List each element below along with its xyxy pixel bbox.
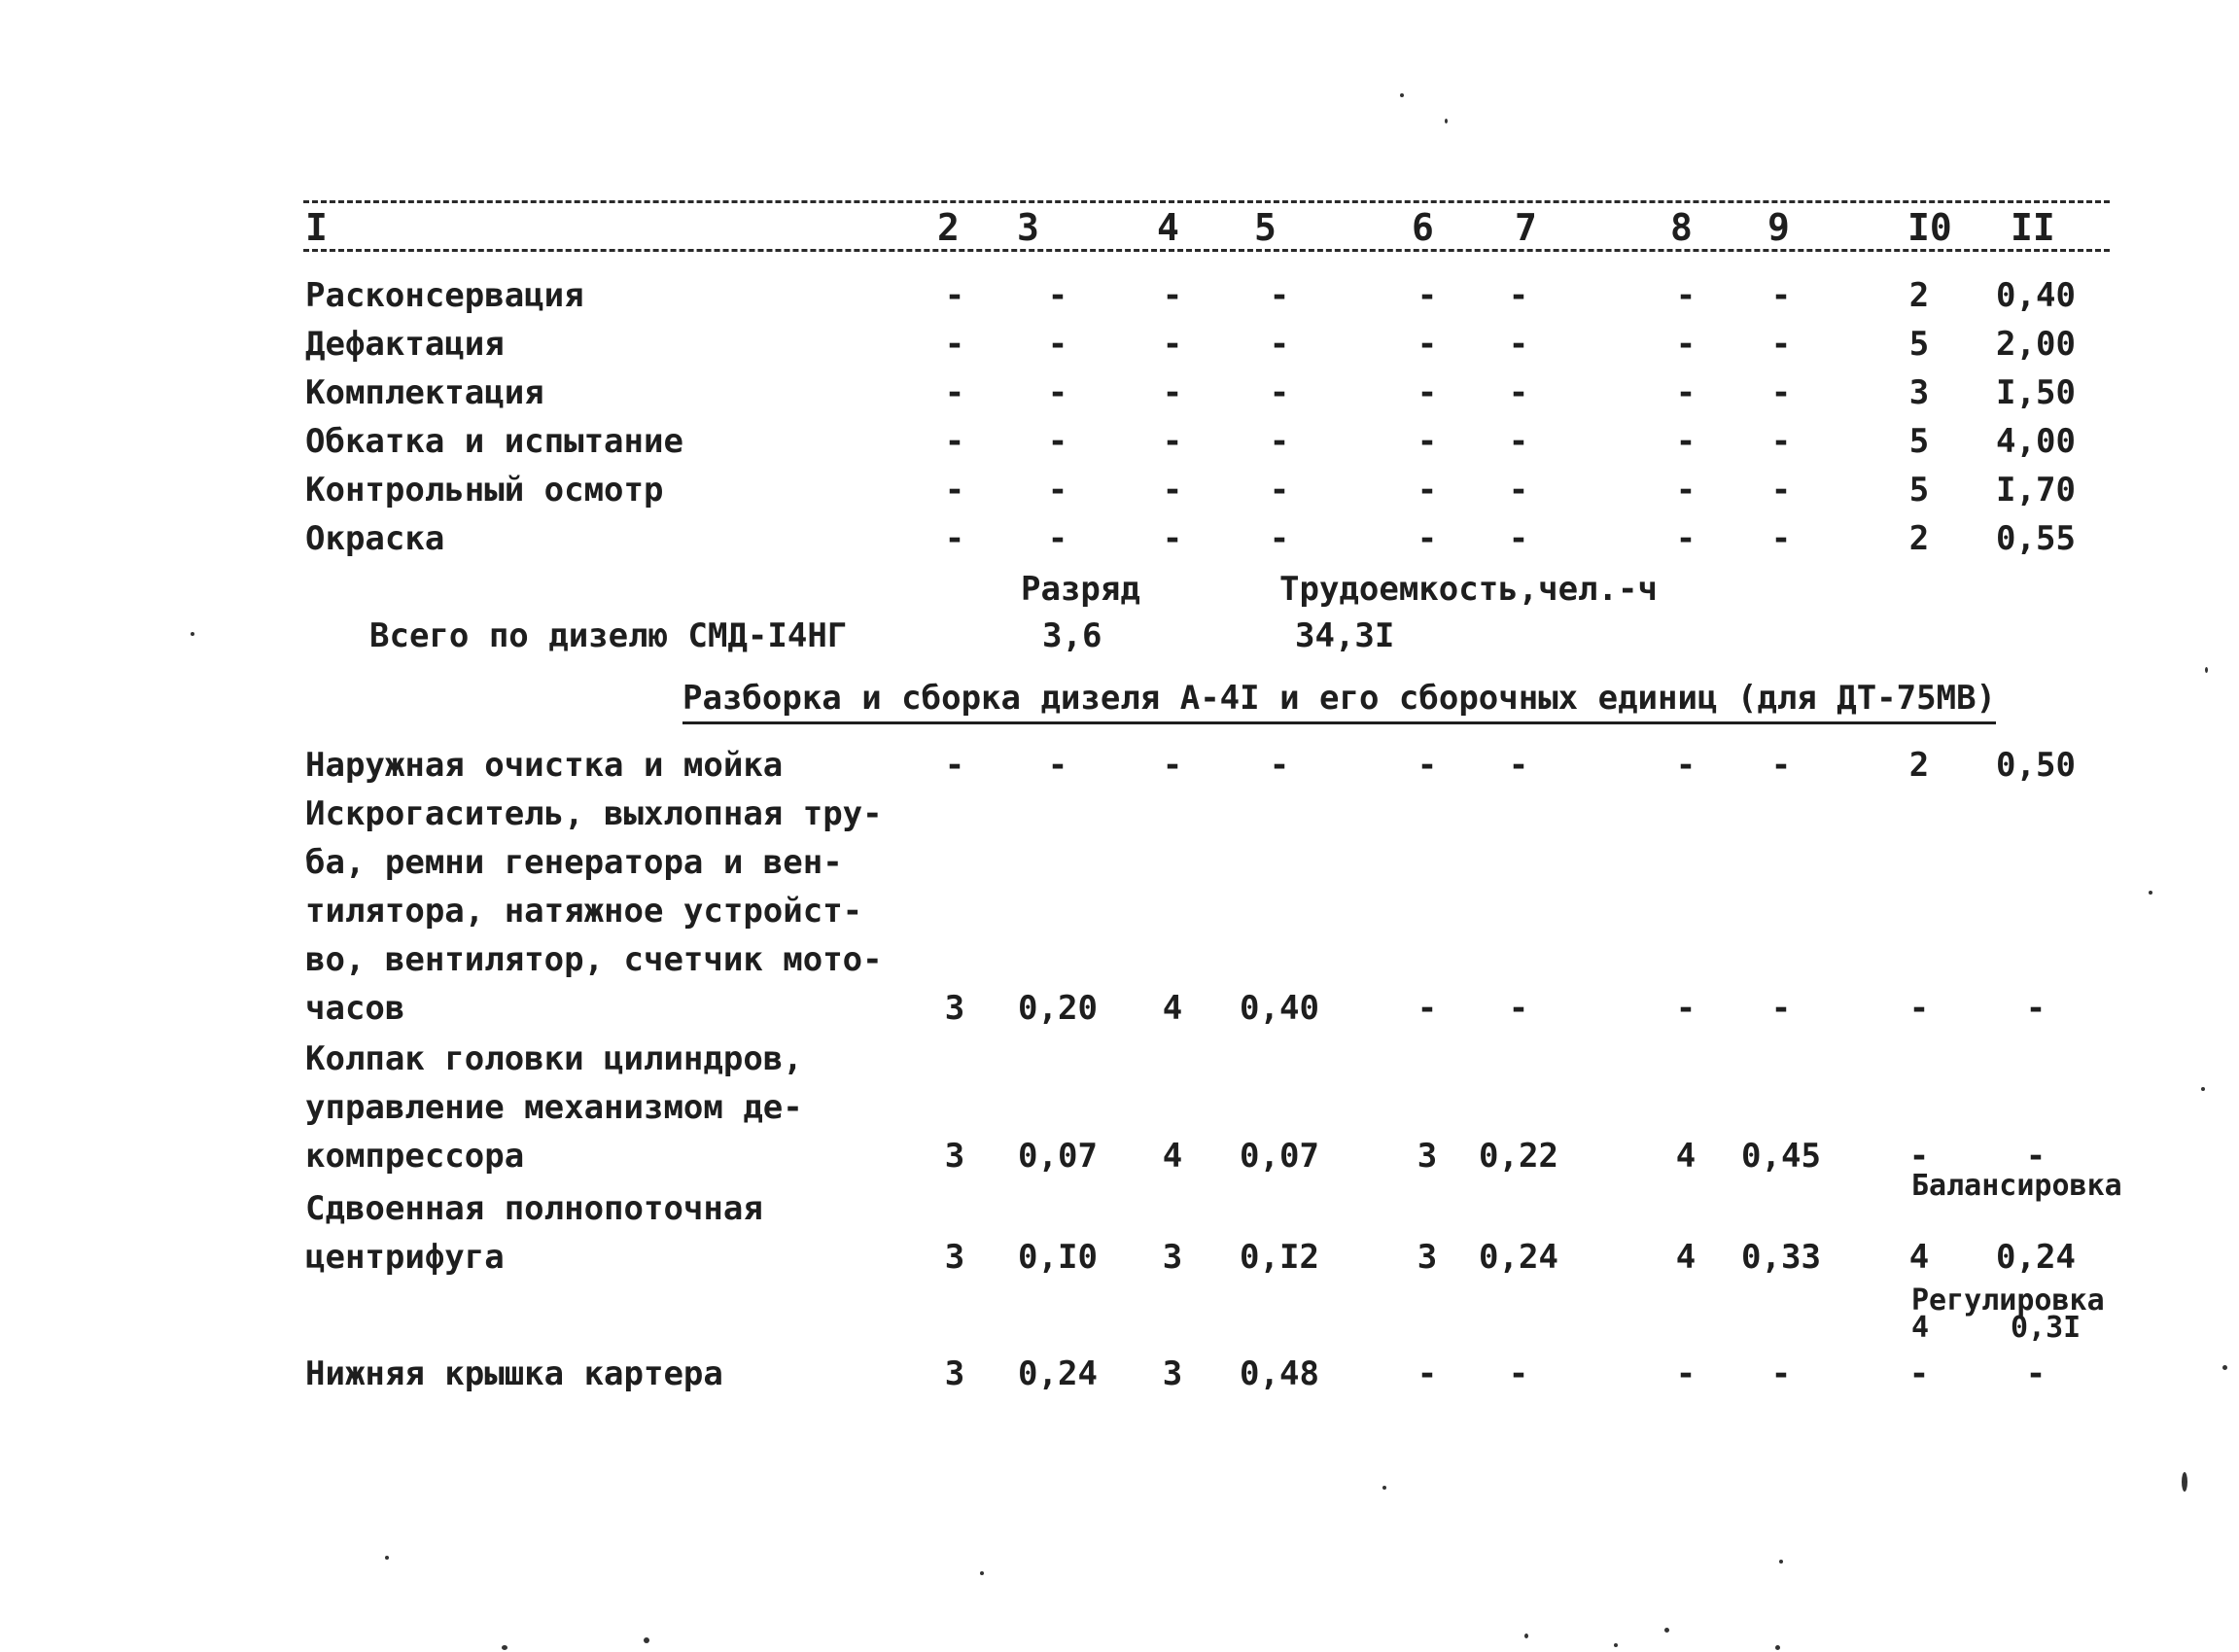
row-label-line: центрифуга	[305, 1238, 505, 1277]
table-cell: -	[1417, 373, 1438, 412]
row-label: Обкатка и испытание	[305, 422, 683, 461]
table-cell: -	[944, 519, 965, 558]
table-cell: -	[1417, 1354, 1438, 1393]
table-cell: -	[1269, 325, 1290, 364]
row-label-line: Сдвоенная полнопоточная	[305, 1189, 763, 1228]
table-cell: 0,40	[1240, 989, 1319, 1028]
col-header-7: 7	[1515, 206, 1537, 249]
row-label: Контрольный осмотр	[305, 471, 664, 510]
header-bottom-rule	[303, 249, 2110, 252]
table-cell: I,50	[1996, 373, 2076, 412]
col-header-10: I0	[1907, 206, 1952, 249]
table-cell: 3	[1908, 373, 1930, 412]
table-cell: -	[1770, 422, 1792, 461]
table-cell: -	[1269, 471, 1290, 510]
table-cell: -	[1417, 471, 1438, 510]
table-cell: -	[1047, 276, 1068, 315]
table-cell: 5	[1908, 422, 1930, 461]
table-cell: 0,50	[1996, 746, 2076, 785]
table-cell: 0,07	[1240, 1137, 1319, 1176]
table-cell: -	[1908, 1354, 1930, 1393]
table-cell: -	[1770, 325, 1792, 364]
col-header-4: 4	[1157, 206, 1179, 249]
table-cell: 0,45	[1741, 1137, 1821, 1176]
table-cell: 3	[944, 1354, 965, 1393]
adjustment-labor: 0,3I	[2011, 1311, 2082, 1345]
grade-header: Разряд	[1021, 570, 1140, 609]
col-header-11: II	[2011, 206, 2055, 249]
table-cell: 0,I2	[1240, 1238, 1319, 1277]
table-cell: -	[1508, 373, 1529, 412]
balancing-annotation: Балансировка	[1911, 1169, 2122, 1203]
table-cell: -	[2025, 989, 2047, 1028]
table-cell: 4	[1675, 1137, 1697, 1176]
row-label-line: компрессора	[305, 1137, 525, 1176]
table-cell: 3	[944, 1137, 965, 1176]
table-cell: -	[944, 373, 965, 412]
row-label: Окраска	[305, 519, 445, 558]
table-cell: 4	[1162, 1137, 1183, 1176]
table-cell: I,70	[1996, 471, 2076, 510]
row-label-line: часов	[305, 989, 405, 1028]
table-cell: -	[1269, 746, 1290, 785]
table-cell: -	[1770, 989, 1792, 1028]
total-labor-value: 34,3I	[1295, 616, 1395, 655]
table-cell: -	[1675, 471, 1697, 510]
row-label-line: тилятора, натяжное устройст-	[305, 892, 863, 931]
section-title: Разборка и сборка дизеля А-4I и его сборочных единиц (для ДТ-75МВ)	[682, 677, 1996, 724]
table-cell: 0,40	[1996, 276, 2076, 315]
adjustment-annotation: Регулировка	[1911, 1283, 2105, 1318]
table-cell: 3	[1417, 1238, 1438, 1277]
total-grade-value: 3,6	[1042, 616, 1102, 655]
table-cell: 4	[1675, 1238, 1697, 1277]
table-cell: -	[944, 422, 965, 461]
table-cell: -	[1770, 1354, 1792, 1393]
labor-header: Трудоемкость,чел.-ч	[1279, 570, 1658, 609]
table-cell: -	[1675, 373, 1697, 412]
table-cell: -	[1675, 519, 1697, 558]
table-cell: -	[1417, 422, 1438, 461]
table-cell: -	[944, 746, 965, 785]
table-cell: -	[1770, 519, 1792, 558]
table-cell: 4	[1908, 1238, 1930, 1277]
table-cell: -	[1162, 422, 1183, 461]
table-cell: -	[1770, 276, 1792, 315]
table-cell: -	[1675, 325, 1697, 364]
table-cell: -	[1508, 422, 1529, 461]
table-cell: 0,07	[1018, 1137, 1098, 1176]
col-header-9: 9	[1767, 206, 1790, 249]
table-cell: 3	[1162, 1354, 1183, 1393]
table-cell: -	[1908, 1137, 1930, 1176]
table-cell: 5	[1908, 471, 1930, 510]
row-label: Дефактация	[305, 325, 505, 364]
row-label-line: Колпак головки цилиндров,	[305, 1039, 803, 1078]
row-label-line: управление механизмом де-	[305, 1088, 803, 1127]
table-cell: -	[944, 325, 965, 364]
table-cell: -	[1675, 1354, 1697, 1393]
table-cell: -	[1047, 422, 1068, 461]
table-cell: 2	[1908, 276, 1930, 315]
adjustment-grade: 4	[1911, 1311, 1930, 1345]
table-cell: -	[1508, 276, 1529, 315]
col-header-6: 6	[1412, 206, 1434, 249]
total-label: Всего по дизелю СМД-I4НГ	[369, 616, 848, 655]
table-cell: -	[1417, 325, 1438, 364]
header-top-rule	[303, 200, 2110, 203]
table-cell: -	[1508, 989, 1529, 1028]
table-cell: -	[1162, 746, 1183, 785]
table-cell: 3	[1417, 1137, 1438, 1176]
table-cell: 4,00	[1996, 422, 2076, 461]
table-cell: -	[1417, 746, 1438, 785]
table-cell: -	[1675, 746, 1697, 785]
table-cell: -	[1417, 276, 1438, 315]
table-cell: 3	[1162, 1238, 1183, 1277]
table-cell: 0,24	[1996, 1238, 2076, 1277]
table-cell: -	[1162, 373, 1183, 412]
table-cell: -	[1675, 422, 1697, 461]
table-cell: -	[2025, 1354, 2047, 1393]
table-cell: -	[944, 276, 965, 315]
table-cell: 3	[944, 1238, 965, 1277]
col-header-3: 3	[1017, 206, 1039, 249]
table-cell: 0,24	[1479, 1238, 1558, 1277]
table-cell: -	[1047, 325, 1068, 364]
table-cell: -	[1269, 519, 1290, 558]
row-label-line: во, вентилятор, счетчик мото-	[305, 940, 883, 979]
table-cell: -	[1417, 989, 1438, 1028]
row-label-line: Нижняя крышка картера	[305, 1354, 723, 1393]
table-cell: 4	[1162, 989, 1183, 1028]
table-cell: -	[1162, 519, 1183, 558]
row-label-line: Наружная очистка и мойка	[305, 746, 784, 785]
table-cell: -	[944, 471, 965, 510]
table-cell: -	[1508, 471, 1529, 510]
table-cell: -	[1770, 746, 1792, 785]
table-cell: 5	[1908, 325, 1930, 364]
col-header-8: 8	[1670, 206, 1693, 249]
table-cell: 3	[944, 989, 965, 1028]
table-cell: -	[1675, 989, 1697, 1028]
row-label-line: Искрогаситель, выхлопная тру-	[305, 794, 883, 833]
table-cell: -	[1047, 746, 1068, 785]
table-cell: 0,55	[1996, 519, 2076, 558]
table-cell: 2,00	[1996, 325, 2076, 364]
table-cell: 0,I0	[1018, 1238, 1098, 1277]
table-cell: -	[1047, 373, 1068, 412]
table-cell: 0,48	[1240, 1354, 1319, 1393]
row-label-line: ба, ремни генератора и вен-	[305, 843, 843, 882]
table-cell: 0,20	[1018, 989, 1098, 1028]
table-cell: -	[1269, 276, 1290, 315]
table-cell: -	[1508, 325, 1529, 364]
table-cell: -	[1162, 471, 1183, 510]
table-cell: -	[1269, 422, 1290, 461]
row-label: Комплектация	[305, 373, 544, 412]
table-cell: -	[1162, 276, 1183, 315]
table-cell: -	[1508, 1354, 1529, 1393]
row-label: Расконсервация	[305, 276, 584, 315]
table-cell: -	[1508, 519, 1529, 558]
col-header-2: 2	[937, 206, 960, 249]
table-cell: -	[1162, 325, 1183, 364]
table-cell: -	[1770, 471, 1792, 510]
table-cell: -	[2025, 1137, 2047, 1176]
table-cell: 2	[1908, 746, 1930, 785]
table-cell: 2	[1908, 519, 1930, 558]
table-cell: -	[1908, 989, 1930, 1028]
table-cell: -	[1047, 471, 1068, 510]
col-header-5: 5	[1254, 206, 1277, 249]
table-cell: 0,22	[1479, 1137, 1558, 1176]
table-cell: -	[1269, 373, 1290, 412]
table-cell: -	[1770, 373, 1792, 412]
table-cell: -	[1417, 519, 1438, 558]
table-cell: -	[1675, 276, 1697, 315]
table-cell: 0,24	[1018, 1354, 1098, 1393]
table-cell: -	[1508, 746, 1529, 785]
table-cell: -	[1047, 519, 1068, 558]
col-header-1: I	[305, 206, 328, 249]
table-cell: 0,33	[1741, 1238, 1821, 1277]
